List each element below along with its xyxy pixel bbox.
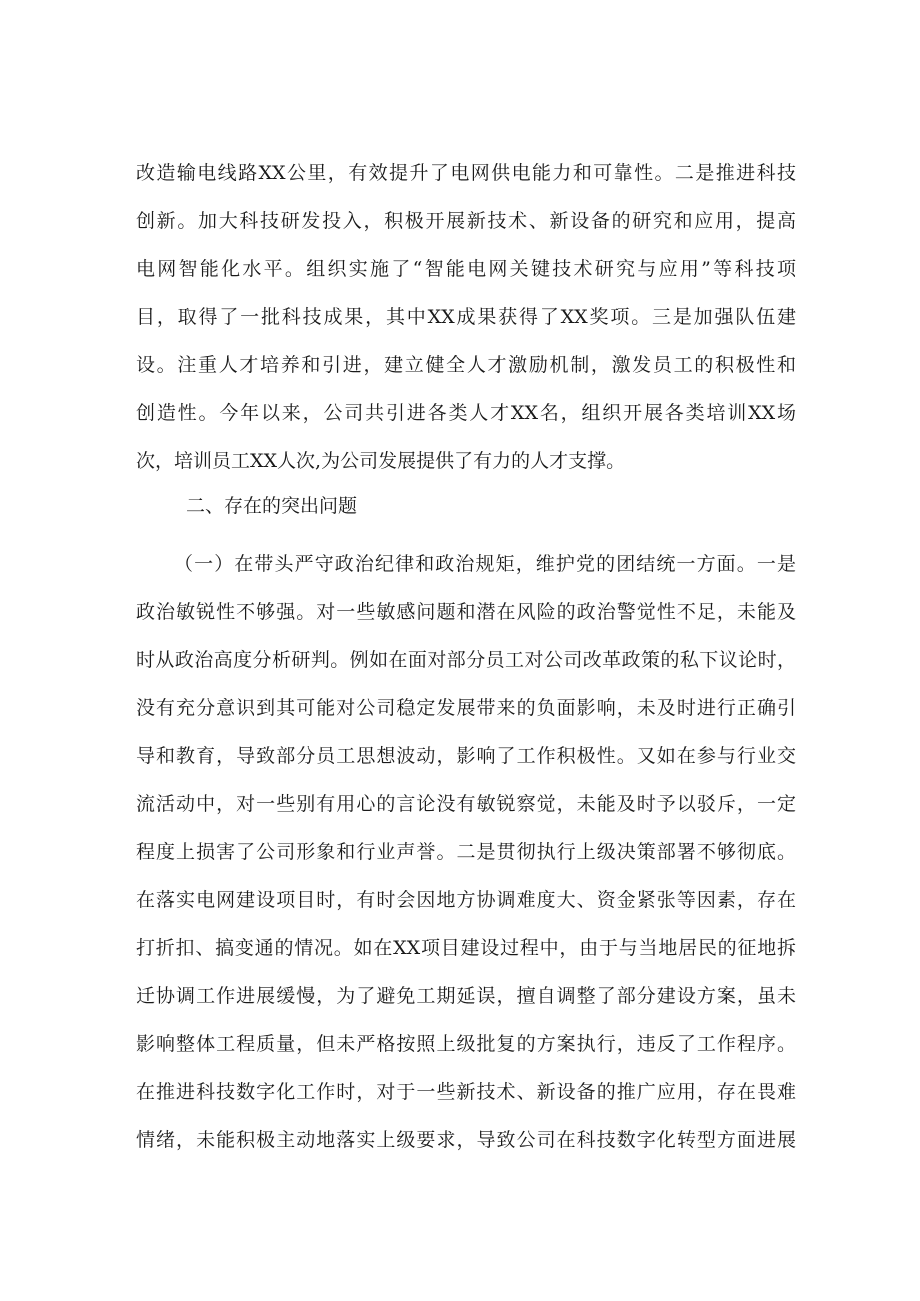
paragraph-line: 创新。加大科技研发投入，积极开展新技术、新设备的研究和应用，提高 [136, 210, 796, 232]
paragraph-line: 改造输电线路XX公里，有效提升了电网供电能力和可靠性。二是推进科技 [136, 162, 796, 184]
section-heading: 二、存在的突出问题 [186, 495, 358, 517]
paragraph-line: 创造性。今年以来，公司共引进各类人才XX名，组织开展各类培训XX场 [136, 402, 796, 424]
paragraph-line: 没有充分意识到其可能对公司稳定发展带来的负面影响，未及时进行正确引 [136, 697, 796, 719]
paragraph-line: 设。注重人才培养和引进，建立健全人才激励机制，激发员工的积极性和 [136, 354, 796, 376]
paragraph-line: 时从政治高度分析研判。例如在面对部分员工对公司改革政策的私下议论时， [136, 649, 796, 671]
paragraph-line: 流活动中，对一些别有用心的言论没有敏锐察觉，未能及时予以驳斥，一定 [136, 793, 796, 815]
paragraph-problems [136, 540, 796, 1164]
paragraph-line: （一）在带头严守政治纪律和政治规矩，维护党的团结统一方面。一是 [174, 553, 796, 575]
paragraph-line: 影响整体工程质量，但未严格按照上级批复的方案执行，违反了工作程序。 [136, 1033, 796, 1055]
paragraph-line: 情绪，未能积极主动地落实上级要求，导致公司在科技数字化转型方面进展 [136, 1129, 796, 1151]
paragraph-line: 程度上损害了公司形象和行业声誉。二是贯彻执行上级决策部署不够彻底。 [136, 841, 796, 863]
paragraph-line: 目，取得了一批科技成果，其中XX成果获得了XX奖项。三是加强队伍建 [136, 306, 796, 328]
paragraph-line: 导和教育，导致部分员工思想波动，影响了工作积极性。又如在参与行业交 [136, 745, 796, 767]
paragraph-line: 在推进科技数字化工作时，对于一些新技术、新设备的推广应用，存在畏难 [136, 1081, 796, 1103]
paragraph-line: 次，培训员工XX人次,为公司发展提供了有力的人才支撑。 [136, 450, 626, 472]
paragraph-line: 在落实电网建设项目时，有时会因地方协调难度大、资金紧张等因素，存在 [136, 889, 796, 911]
paragraph-line: 迁协调工作进展缓慢，为了避免工期延误，擅自调整了部分建设方案，虽未 [136, 985, 796, 1007]
paragraph-achievements [136, 149, 796, 485]
paragraph-line: 电网智能化水平。组织实施了“智能电网关键技术研究与应用”等科技项 [136, 258, 796, 280]
paragraph-line: 政治敏锐性不够强。对一些敏感问题和潜在风险的政治警觉性不足，未能及 [136, 601, 796, 623]
paragraph-line: 打折扣、搞变通的情况。如在XX项目建设过程中，由于与当地居民的征地拆 [136, 937, 796, 959]
